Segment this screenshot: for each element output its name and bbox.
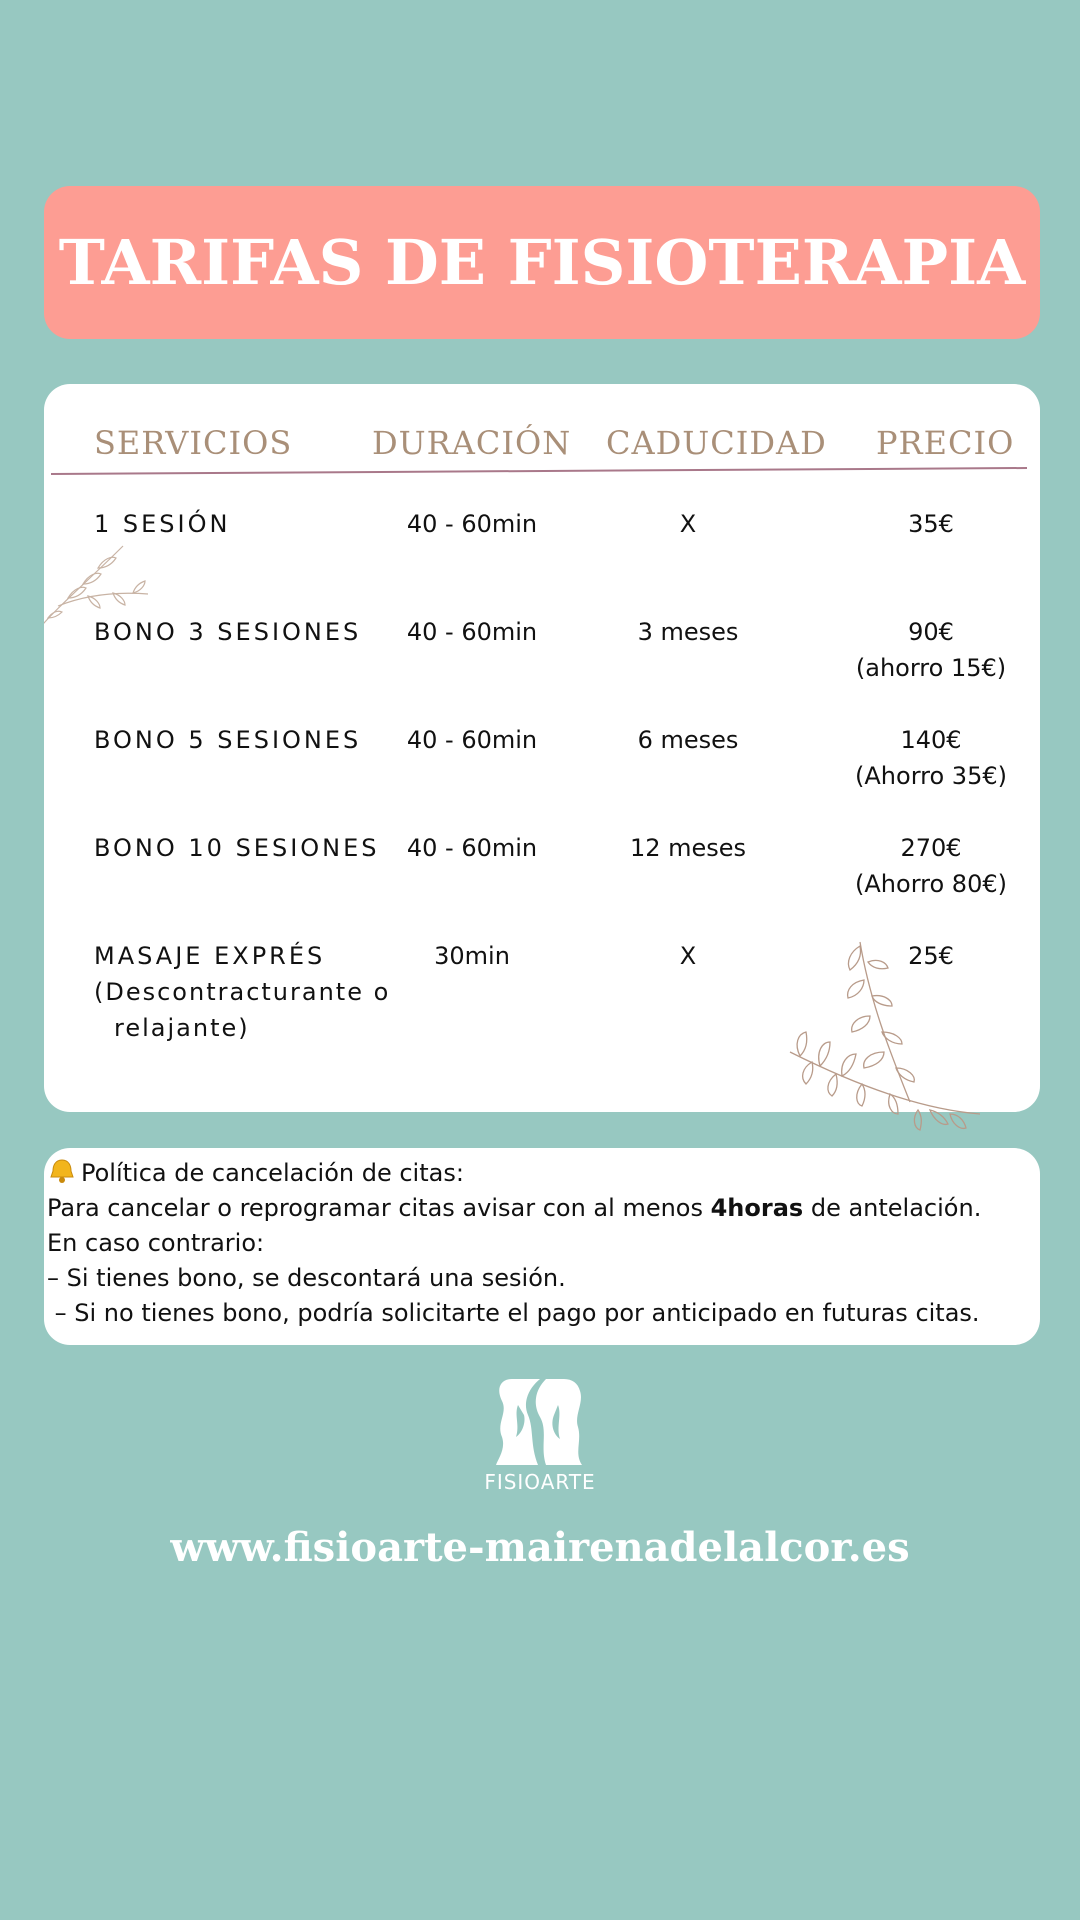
- cancellation-policy: [44, 1148, 1040, 1345]
- policy-line: En caso contrario:: [47, 1229, 265, 1257]
- service-name: BONO 10 SESIONES: [94, 834, 380, 862]
- policy-line: – Si no tienes bono, podría solicitarte el pago por anticipado en futuras citas.: [47, 1299, 980, 1327]
- policy-line: – Si tienes bono, se descontará una sesión.: [47, 1264, 566, 1292]
- header-duracion: DURACIÓN: [372, 424, 572, 462]
- policy-line: [47, 1191, 1040, 1226]
- header-precio: PRECIO: [876, 424, 1015, 462]
- service-note: relajante): [114, 1014, 250, 1042]
- policy-text: de antelación.: [803, 1194, 982, 1222]
- expiry-cell: 6 meses: [637, 726, 739, 754]
- saving-cell: (Ahorro 35€): [855, 762, 1007, 790]
- title-banner: [44, 186, 1040, 339]
- expiry-cell: 12 meses: [629, 834, 747, 862]
- duration-cell: 40 - 60min: [406, 618, 538, 646]
- service-name: BONO 3 SESIONES: [94, 618, 362, 646]
- price-cell: 140€: [900, 726, 962, 754]
- saving-cell: (ahorro 15€): [855, 654, 1007, 682]
- website-url[interactable]: www.fisioarte-mairenadelalcor.es: [170, 1524, 910, 1571]
- page-title: TARIFAS DE FISIOTERAPIA: [58, 226, 1026, 299]
- policy-heading: Política de cancelación de citas:: [81, 1159, 464, 1187]
- duration-cell: 40 - 60min: [406, 510, 538, 538]
- policy-bold: 4horas: [710, 1194, 804, 1222]
- saving-cell: (Ahorro 80€): [855, 870, 1007, 898]
- service-name: MASAJE EXPRÉS: [94, 942, 326, 970]
- duration-cell: 30min: [434, 942, 510, 970]
- service-name: BONO 5 SESIONES: [94, 726, 362, 754]
- leaf-branch-right: [760, 932, 1000, 1152]
- header-divider: [51, 460, 1027, 502]
- logo-wordmark: FISIOARTE: [484, 1470, 596, 1494]
- bell-icon: [47, 1158, 77, 1184]
- policy-heading-line: [47, 1156, 1040, 1191]
- expiry-cell: 3 meses: [637, 618, 739, 646]
- header-servicios: SERVICIOS: [94, 424, 293, 462]
- price-cell: 35€: [908, 510, 954, 538]
- fisioarte-logo: [490, 1375, 590, 1469]
- expiry-cell: X: [679, 942, 697, 970]
- price-cell: 25€: [908, 942, 954, 970]
- header-caducidad: CADUCIDAD: [606, 424, 827, 462]
- duration-cell: 40 - 60min: [406, 834, 538, 862]
- service-name: 1 SESIÓN: [94, 510, 231, 538]
- expiry-cell: X: [679, 510, 697, 538]
- duration-cell: 40 - 60min: [406, 726, 538, 754]
- price-cell: 90€: [908, 618, 954, 646]
- policy-text: Para cancelar o reprogramar citas avisar con al menos: [47, 1194, 711, 1222]
- service-note: (Descontracturante o: [94, 978, 391, 1006]
- price-cell: 270€: [900, 834, 962, 862]
